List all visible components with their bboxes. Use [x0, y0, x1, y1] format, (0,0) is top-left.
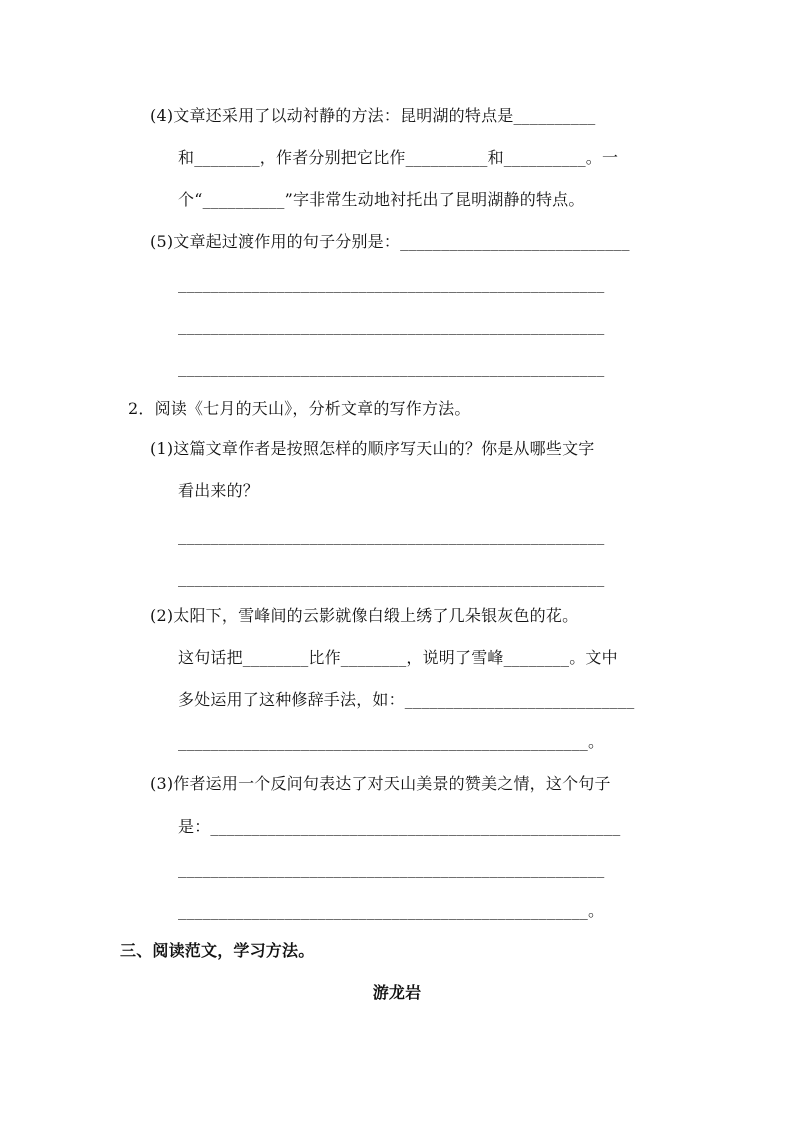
passage-title: 游龙岩: [372, 983, 422, 1002]
q2-2-line-3: 多处运用了这种修辞手法，如：____________________________: [178, 690, 635, 709]
q2-2-line-1: (2)太阳下，雪峰间的云影就像白缎上绣了几朵银灰色的花。: [150, 606, 579, 625]
q2-2-line-2: 这句话把________比作________，说明了雪峰________。文中: [178, 648, 618, 667]
q2-1-line-1: (1)这篇文章作者是按照怎样的顺序写天山的？你是从哪些文字: [150, 439, 595, 458]
section-3-heading: 三、阅读范文，学习方法。: [120, 941, 315, 960]
q1-4-line-3: 个“__________”字非常生动地衬托出了昆明湖静的特点。: [178, 190, 585, 209]
answer-blank-line: ____________________________________________________: [178, 568, 605, 587]
q2-3-line-2: 是：__________________________________________________: [178, 817, 621, 836]
q1-4-line-2: 和________，作者分别把它比作__________和__________。一: [178, 148, 619, 167]
q2-2-line-4: __________________________________________________。: [178, 732, 605, 751]
answer-blank-line: ____________________________________________________: [178, 358, 605, 377]
answer-blank-line: ____________________________________________________: [178, 316, 605, 335]
q2-1-line-2: 看出来的？: [178, 481, 260, 500]
question-2-heading: 2．阅读《七月的天山》，分析文章的写作方法。: [128, 399, 471, 418]
q1-5-line-1: (5)文章起过渡作用的句子分别是：____________________________: [150, 232, 630, 251]
q1-4-line-1: (4)文章还采用了以动衬静的方法：昆明湖的特点是__________: [150, 106, 596, 125]
answer-blank-line: ____________________________________________________: [178, 526, 605, 545]
answer-blank-line: ____________________________________________________: [178, 274, 605, 293]
q2-3-line-1: (3)作者运用一个反问句表达了对天山美景的赞美之情，这个句子: [150, 774, 611, 793]
q2-3-line-4: __________________________________________________。: [178, 901, 605, 920]
answer-blank-line: ____________________________________________________: [178, 859, 605, 878]
